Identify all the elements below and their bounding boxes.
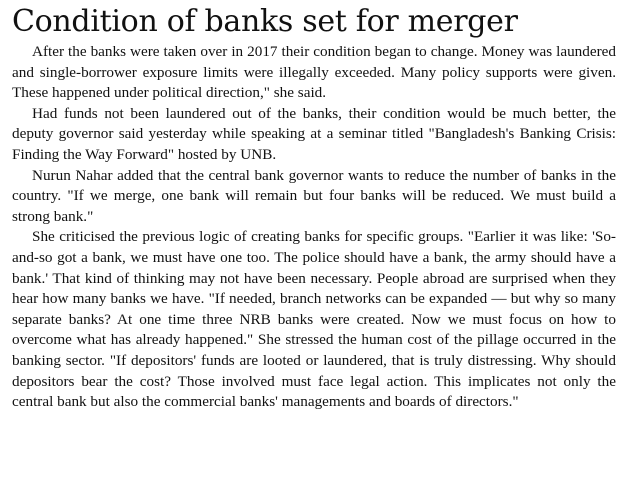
article-headline: Condition of banks set for merger	[12, 4, 518, 39]
article-paragraph-1: After the banks were taken over in 2017 their condition began to change. Money was laundered and single-borrower exposure limits were illegally exceeded. Many policy supports were given. These happened under political direction," she said.	[12, 43, 616, 102]
article-body	[12, 42, 616, 413]
article-paragraph-2: Had funds not been laundered out of the banks, their condition would be much better, the deputy governor said yesterday while speaking at a seminar titled "Bangladesh's Banking Crisis: Finding the Way Forward" hosted by UNB.	[12, 104, 616, 163]
article-paragraph-4: She criticised the previous logic of creating banks for specific groups. "Earlier it was like: 'So-and-so got a bank, we must have one too. The police should have a bank, the army should have a bank.' That kind of thinking may not have been necessary. People abroad are surprised when they hear how many banks we have. "If needed, branch networks can be expanded — but why so many separate banks? At one time three NRB banks were created. Now we must focus on how to overcome what has already happened." She stressed the human cost of the pillage occurred in the banking sector. "If depositors' funds are looted or laundered, that is truly distressing. Why should depositors bear the cost? Those involved must face legal action. This implicates not only the central bank but also the commercial banks' managements and boards of directors."	[12, 228, 616, 411]
news-article	[12, 4, 616, 474]
article-paragraph-3: Nurun Nahar added that the central bank governor wants to reduce the number of banks in the country. "If we merge, one bank will remain but four banks will be reduced. We must build a strong bank."	[12, 166, 616, 225]
